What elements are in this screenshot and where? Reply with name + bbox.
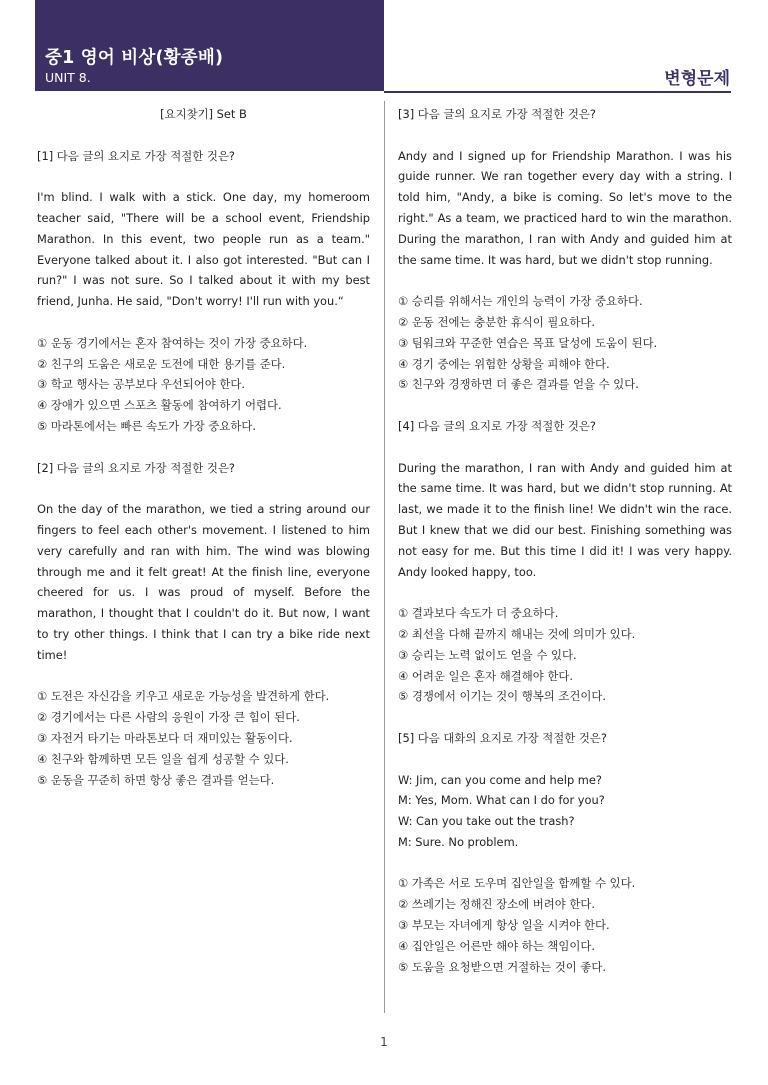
question-3-prompt: [3] 다음 글의 요지로 가장 적절한 것은? <box>398 107 596 121</box>
question-4-option-4: ④ 어려운 일은 혼자 해결해야 한다. <box>398 668 573 683</box>
question-4-passage: During the marathon, I ran with Andy and guided him at the same time. It was hard, but we didn't stop running. At last, we made it to the finish line! We didn't win the race. But I knew that we did our best. Finishing something was not easy for me. But this time I did it! I was very happy. Andy looked happy, too. <box>398 460 732 579</box>
question-2-option-4: ④ 친구와 함께하면 모든 일을 쉽게 성공할 수 있다. <box>37 751 289 766</box>
question-3-option-3: ③ 팀워크와 꾸준한 연습은 목표 달성에 도움이 된다. <box>398 335 658 350</box>
question-5-dialogue-line: M: Sure. No problem. <box>398 834 519 849</box>
question-5-option-4: ④ 집안일은 어른만 해야 하는 책임이다. <box>398 938 595 953</box>
right-column <box>398 104 732 977</box>
question-1-option-5: ⑤ 마라톤에서는 빠른 속도가 가장 중요하다. <box>37 418 256 433</box>
question-4-option-2: ② 최선을 다해 끝까지 해내는 것에 의미가 있다. <box>398 626 636 641</box>
header-rule <box>384 91 731 93</box>
question-5-option-5: ⑤ 도움을 요청받으면 거절하는 것이 좋다. <box>398 959 606 974</box>
question-1-option-3: ③ 학교 행사는 공부보다 우선되어야 한다. <box>37 377 245 392</box>
question-5-prompt: [5] 다음 대화의 요지로 가장 적절한 것은? <box>398 730 607 745</box>
question-5-dialogue-line: W: Jim, can you come and help me? <box>398 772 602 787</box>
set-title: [요지찾기] Set B <box>160 107 247 121</box>
question-5-dialogue-line: W: Can you take out the trash? <box>398 814 575 829</box>
column-divider <box>384 101 385 1013</box>
document-type-label: 변형문제 <box>664 69 730 89</box>
question-4-option-1: ① 결과보다 속도가 더 중요하다. <box>398 606 559 621</box>
question-1-prompt: [1] 다음 글의 요지로 가장 적절한 것은? <box>37 148 235 163</box>
question-5-option-2: ② 쓰레기는 정해진 장소에 버려야 한다. <box>398 897 595 912</box>
question-2-passage: On the day of the marathon, we tied a string around our fingers to feel each other's movement. I listened to him very carefully and ran with him. The wind was blowing through me and it felt great! At the finish line, everyone cheered for us. I was proud of myself. Before the marathon, I thought that I couldn't do it. But now, I want to try other things. I think that I can try a bike ride next time! <box>37 502 370 662</box>
page-number: 1 <box>380 1035 388 1049</box>
question-2-option-1: ① 도전은 자신감을 키우고 새로운 가능성을 발견하게 한다. <box>37 689 330 704</box>
question-2-option-2: ② 경기에서는 다른 사람의 응원이 가장 큰 힘이 된다. <box>37 710 300 725</box>
left-column <box>37 104 370 790</box>
unit-label: UNIT 8. <box>45 70 91 85</box>
question-1-passage: I'm blind. I walk with a stick. One day, my homeroom teacher said, "There will be a school event, Friendship Marathon. In this event, two people run as a team." Everyone talked about it. I also got interested. "But can I run?" I was not sure. So I talked about it with my best friend, Junha. He said, "Don't worry! I'll run with you.“ <box>37 190 370 309</box>
question-3-option-5: ⑤ 친구와 경쟁하면 더 좋은 결과를 얻을 수 있다. <box>398 377 639 392</box>
question-1-option-1: ① 운동 경기에서는 혼자 참여하는 것이 가장 중요하다. <box>37 335 308 350</box>
textbook-title: 중1 영어 비상(황종배) <box>45 48 224 68</box>
question-4-prompt: [4] 다음 글의 요지로 가장 적절한 것은? <box>398 418 596 433</box>
question-3-option-1: ① 승리를 위해서는 개인의 능력이 가장 중요하다. <box>398 294 643 309</box>
question-1-option-2: ② 친구의 도움은 새로운 도전에 대한 용기를 준다. <box>37 356 286 371</box>
question-3-passage: Andy and I signed up for Friendship Marathon. I was his guide runner. We ran together every day with a string. I told him, "Andy, a bike is coming. So let's move to the right." As a team, we practiced hard to win the marathon. During the marathon, I ran with Andy and guided him at the same time. It was hard, but we didn't stop running. <box>398 148 732 267</box>
question-2-option-3: ③ 자전거 타기는 마라톤보다 더 재미있는 활동이다. <box>37 730 293 745</box>
question-3-option-2: ② 운동 전에는 충분한 휴식이 필요하다. <box>398 314 595 329</box>
question-4-option-3: ③ 승리는 노력 없이도 얻을 수 있다. <box>398 647 577 662</box>
question-4-option-5: ⑤ 경쟁에서 이기는 것이 행복의 조건이다. <box>398 689 606 704</box>
question-3-option-4: ④ 경기 중에는 위험한 상황을 피해야 한다. <box>398 356 610 371</box>
question-1-option-4: ④ 장애가 있으면 스포츠 활동에 참여하기 어렵다. <box>37 398 282 413</box>
question-5-dialogue-line: M: Yes, Mom. What can I do for you? <box>398 793 605 808</box>
header-banner <box>35 0 384 91</box>
question-2-option-5: ⑤ 운동을 꾸준히 하면 항상 좋은 결과를 얻는다. <box>37 772 275 787</box>
question-5-option-3: ③ 부모는 자녀에게 항상 일을 시켜야 한다. <box>398 918 610 933</box>
question-2-prompt: [2] 다음 글의 요지로 가장 적절한 것은? <box>37 460 235 475</box>
question-5-option-1: ① 가족은 서로 도우며 집안일을 함께할 수 있다. <box>398 876 636 891</box>
